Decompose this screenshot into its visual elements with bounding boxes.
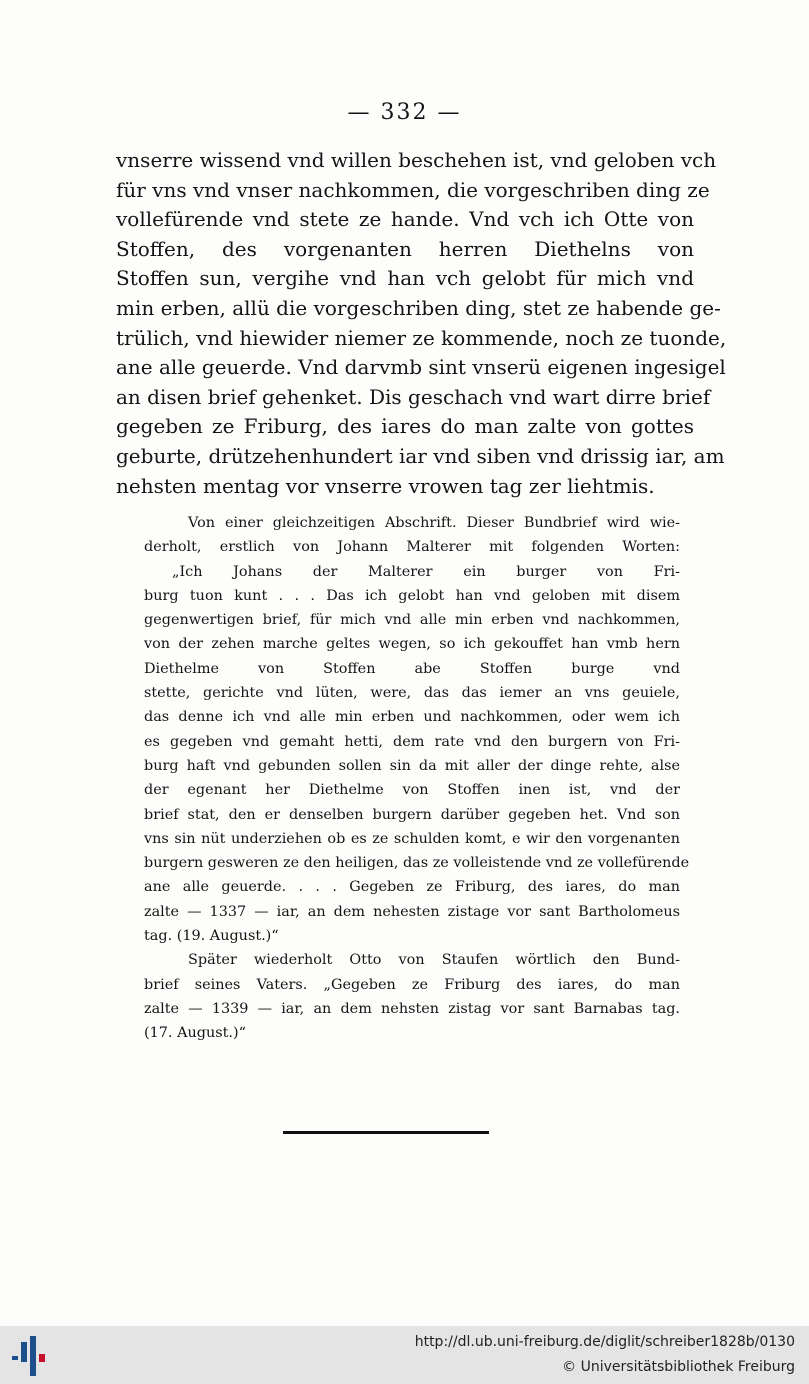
note-line: zalte — 1337 — iar, an dem nehesten zistage vor sant Bartholomeus (144, 903, 680, 920)
notes-block (144, 511, 690, 1046)
main-text-line: für vns vnd vnser nachkommen, die vorgeschriben ding ze (116, 177, 710, 202)
main-text-line: trülich, vnd hiewider niemer ze kommende, noch ze tuonde, (116, 325, 727, 350)
note-line: derholt, erstlich von Johann Malterer mit folgenden Worten: (144, 539, 680, 556)
main-text-line: vnserre wissend vnd willen beschehen ist, vnd geloben vch (116, 148, 717, 172)
note-line: gegenwertigen brief, für mich vnd alle min erben vnd nachkommen, (144, 612, 680, 629)
note-line: das denne ich vnd alle min erben und nachkommen, oder wem ich (144, 709, 680, 726)
note-line: „Ich Johans der Malterer ein burger von Fri- (172, 563, 680, 580)
closing-rule (283, 1131, 489, 1134)
main-text-block (116, 146, 727, 501)
main-text-line: min erben, allü die vorgeschriben ding, stet ze habende ge- (116, 295, 721, 320)
note-line: von der zehen marche geltes wegen, so ich gekouffet han vmb hern (144, 636, 680, 653)
library-logo-icon-graphic (8, 1334, 52, 1378)
note-line: Von einer gleichzeitigen Abschrift. Dieser Bundbrief wird wie- (188, 515, 680, 531)
main-text-line: ane alle geuerde. Vnd darvmb sint vnserü eigenen ingesigel (116, 355, 726, 380)
note-line: (17. August.)“ (144, 1025, 246, 1042)
note-line: burg tuon kunt . . . Das ich gelobt han vnd geloben mit disem (144, 587, 680, 604)
note-line: Später wiederholt Otto von Staufen wörtlich den Bund- (188, 952, 680, 969)
main-text-line: gegeben ze Friburg, des iares do man zalte von gottes (116, 414, 694, 439)
library-logo-icon (8, 1334, 52, 1378)
note-line: es gegeben vnd gemaht hetti, dem rate vnd den burgern von Fri- (144, 733, 680, 750)
main-text-line: Stoffen, des vorgenanten herren Diethelns von (116, 236, 694, 261)
footer-bar (0, 1326, 809, 1384)
note-line: brief seines Vaters. „Gegeben ze Friburg des iares, do man (144, 976, 680, 993)
main-text-line: nehsten mentag vor vnserre vrowen tag zer liehtmis. (116, 473, 655, 498)
copyright-notice: © Universitätsbibliothek Freiburg (562, 1359, 795, 1375)
note-line: burg haft vnd gebunden sollen sin da mit aller der dinge rehte, alse (144, 757, 680, 774)
note-line: zalte — 1339 — iar, an dem nehsten zistag vor sant Barnabas tag. (144, 1000, 680, 1017)
note-line: tag. (19. August.)“ (144, 928, 279, 945)
main-text-line: an disen brief gehenket. Dis geschach vnd wart dirre brief (116, 384, 711, 409)
note-line: vns sin nüt underziehen ob es ze schulden komt, e wir den vorgenanten (144, 830, 680, 847)
note-line: burgern gesweren ze den heiligen, das ze volleistende vnd ze vollefürende (144, 855, 690, 872)
note-line: brief stat, den er denselben burgern darüber gegeben het. Vnd son (144, 806, 680, 823)
main-text-line: geburte, drützehenhundert iar vnd siben vnd drissig iar, am (116, 443, 725, 468)
note-line: ane alle geuerde. . . . Gegeben ze Friburg, des iares, do man (144, 879, 680, 896)
page-number: — 332 — (347, 100, 462, 125)
note-line: der egenant her Diethelme von Stoffen inen ist, vnd der (144, 782, 680, 799)
note-line: stette, gerichte vnd lüten, were, das das iemer an vns geuiele, (144, 685, 680, 702)
main-text-line: Stoffen sun, vergihe vnd han vch gelobt für mich vnd (116, 266, 694, 291)
main-text-line: vollefürende vnd stete ze hande. Vnd vch ich Otte von (116, 207, 694, 232)
source-url-link[interactable]: http://dl.ub.uni-freiburg.de/diglit/schreiber1828b/0130 (414, 1334, 795, 1350)
note-line: Diethelme von Stoffen abe Stoffen burge vnd (144, 660, 680, 677)
